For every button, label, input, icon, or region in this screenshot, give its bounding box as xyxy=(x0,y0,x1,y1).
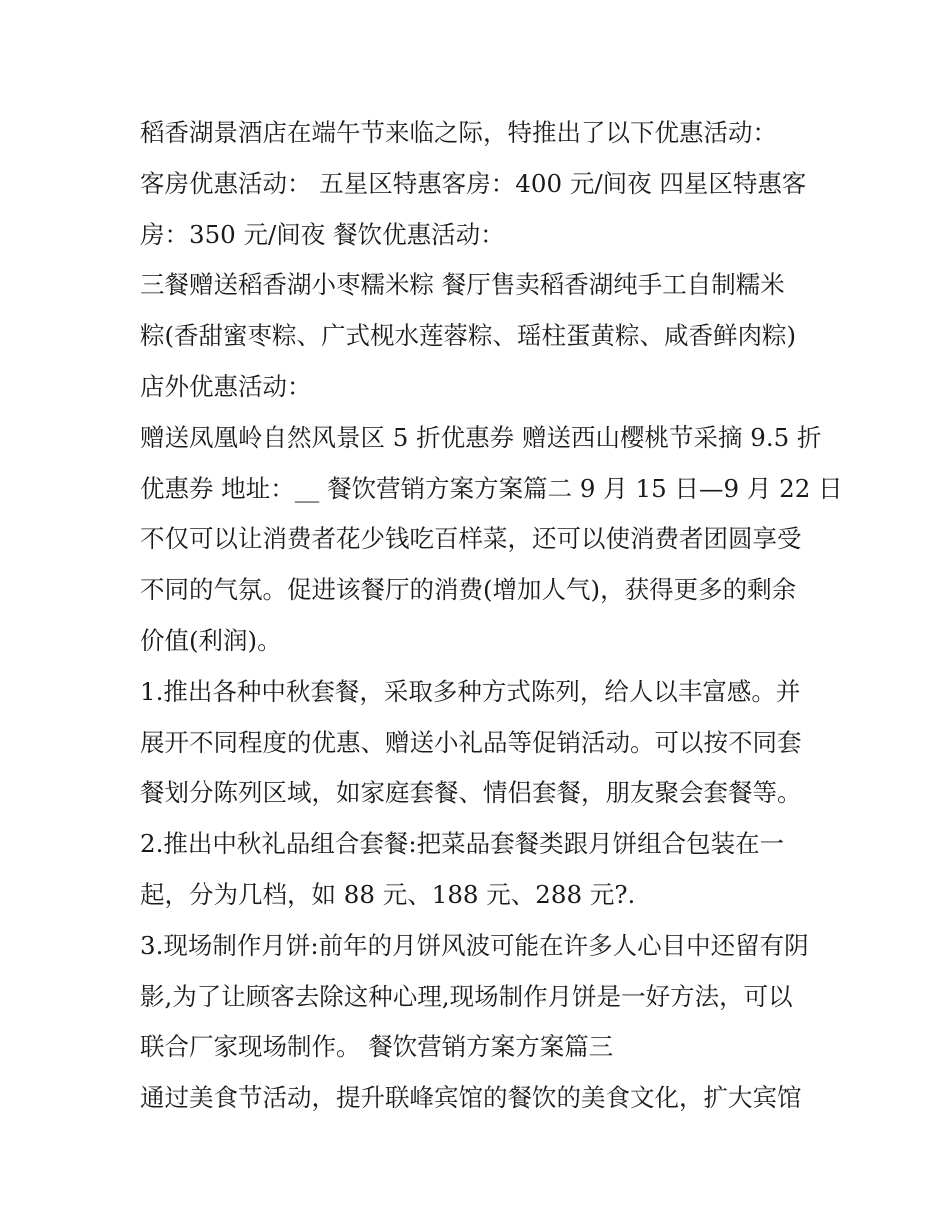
text-line: 3.现场制作月饼:前年的月饼风波可能在许多人心目中还留有阴 xyxy=(140,930,809,960)
text-line: 优惠券 地址：__ 餐饮营销方案方案篇二 9 月 15 日—9 月 22 日 xyxy=(140,473,843,503)
text-line: 2.推出中秋礼品组合套餐:把菜品套餐类跟月饼组合包装在一 xyxy=(140,829,785,859)
text-line: 价值(利润)。 xyxy=(140,625,282,655)
text-line: 客房优惠活动： 五星区特惠客房：400 元/间夜 四星区特惠客 xyxy=(140,168,807,198)
text-line: 房：350 元/间夜 餐饮优惠活动： xyxy=(140,219,505,249)
text-line: 餐划分陈列区域，如家庭套餐、情侣套餐，朋友聚会套餐等。 xyxy=(140,778,802,808)
text-line: 粽(香甜蜜枣粽、广式枧水莲蓉粽、瑶柱蛋黄粽、咸香鲜肉粽) xyxy=(140,321,797,351)
text-line: 展开不同程度的优惠、赠送小礼品等促销活动。可以按不同套 xyxy=(140,727,802,757)
text-line: 1.推出各种中秋套餐，采取多种方式陈列，给人以丰富感。并 xyxy=(140,676,801,706)
text-line: 影,为了让顾客去除这种心理,现场制作月饼是一好方法，可以 xyxy=(140,981,793,1011)
text-line: 起，分为几档，如 88 元、188 元、288 元?. xyxy=(140,879,636,909)
text-line: 通过美食节活动，提升联峰宾馆的餐饮的美食文化，扩大宾馆 xyxy=(140,1083,802,1113)
text-line: 联合厂家现场制作。 餐饮营销方案方案篇三 xyxy=(140,1032,614,1062)
text-line: 三餐赠送稻香湖小枣糯米粽 餐厅售卖稻香湖纯手工自制糯米 xyxy=(140,270,785,300)
text-line: 不同的气氛。促进该餐厅的消费(增加人气)，获得更多的剩余 xyxy=(140,575,797,605)
document-body xyxy=(140,108,843,1124)
text-line: 不仅可以让消费者花少钱吃百样菜，还可以使消费者团圆享受 xyxy=(140,524,802,554)
text-line: 店外优惠活动： xyxy=(140,371,312,401)
text-line: 赠送凤凰岭自然风景区 5 折优惠券 赠送西山樱桃节采摘 9.5 折 xyxy=(140,422,822,452)
text-line: 稻香湖景酒店在端午节来临之际，特推出了以下优惠活动： xyxy=(140,118,777,147)
